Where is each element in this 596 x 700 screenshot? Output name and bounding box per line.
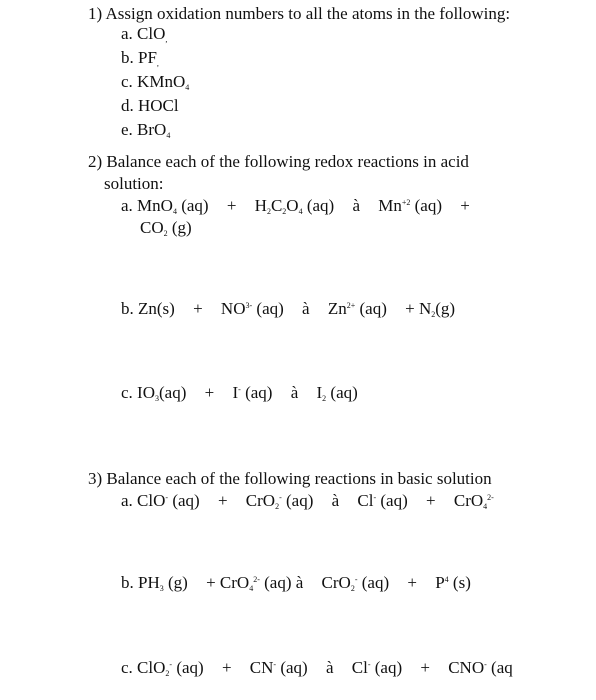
state: (aq) [361,573,390,592]
product-1: Mn [378,196,402,215]
state: (s) [452,573,471,592]
reactant-2: O [286,196,299,215]
reactant-1: ClO [137,491,166,510]
item-label: e. [121,120,133,139]
superscript: - [169,660,173,669]
product-2: CrO [453,491,484,510]
subscript: 2 [350,584,355,593]
q1-item-c [121,72,189,92]
subscript: 3 [159,584,164,593]
product-1: I [316,383,323,402]
reaction-arrow: à [331,491,340,510]
plus-sign: + [405,299,415,318]
superscript: 3- [245,301,253,310]
state: (aq) [181,196,209,215]
state: (aq) [245,383,273,402]
subscript: 3 [155,394,159,403]
plus-sign: + [407,573,417,592]
item-label: b. [121,48,134,67]
plus-sign: + [193,299,203,318]
q3-reaction-b [121,573,471,593]
reactant-1: MnO [137,196,173,215]
plus-sign: + [226,196,237,215]
reactant-1: PH [138,573,160,592]
product-2: P [435,573,445,592]
superscript: - [373,493,377,502]
product-1: CrO [321,573,351,592]
q2-reaction-b [121,299,455,319]
plus-sign: + [206,573,216,592]
state: (aq) [172,491,200,510]
reactant-1: IO [137,383,155,402]
reactant-1: ClO [137,658,166,677]
product-1: Cl [357,491,374,510]
question-1-heading: 1) Assign oxidation numbers to all the atoms in the following: [88,4,511,23]
product-1: Zn [327,299,347,318]
superscript: - [484,660,487,669]
q1-item-a [121,24,167,44]
q3-reaction-c [121,658,513,678]
reactant-2: I [232,383,239,402]
question-2-heading-cont: solution: [104,174,164,193]
subscript: 2 [322,394,327,403]
formula: ClO [137,24,166,43]
item-label: c. [121,658,133,677]
formula: BrO [137,120,167,139]
q2-reaction-c [121,383,358,403]
superscript: 2- [487,493,494,502]
reactant-2: CN [249,658,274,677]
state: (aq) [176,658,204,677]
subscript: 2 [282,207,287,216]
state: (aq) [256,299,284,318]
product-2: N [418,299,432,318]
superscript: - [165,493,169,502]
reactant-2: CrO [219,573,250,592]
item-label: c. [121,72,133,91]
subscript: , [165,35,168,44]
state: (aq) [264,573,292,592]
q2-reaction-a [121,196,470,216]
reactant-1: Zn(s) [138,299,175,318]
reaction-arrow: à [302,299,310,318]
superscript: +2 [401,198,411,207]
state: (g) [171,218,192,237]
state: (aq) [374,658,403,677]
state: (aq) [280,658,308,677]
subscript: 4 [298,207,303,216]
formula: HOCl [138,96,179,115]
product-2: CNO [448,658,485,677]
q1-item-e [121,120,170,140]
plus-sign: + [420,658,430,677]
state: (aq) [330,383,358,402]
superscript: - [238,385,241,394]
formula: PF [138,48,157,67]
superscript: - [273,660,277,669]
state: (aq) [380,491,408,510]
subscript: 2 [275,502,280,511]
item-label: b. [121,299,134,318]
reaction-arrow: à [352,196,360,215]
superscript: 2- [253,575,260,584]
superscript: 2+ [346,301,356,310]
superscript: - [367,660,371,669]
question-2-heading: 2) Balance each of the following redox reactions in acid [88,152,469,171]
subscript: 4 [172,207,177,216]
plus-sign: + [460,196,470,215]
subscript: 4 [166,131,171,140]
plus-sign: + [217,491,228,510]
reactant-2: C [270,196,283,215]
formula: KMnO [137,72,186,91]
subscript: 2 [431,310,436,319]
item-label: a. [121,24,133,43]
q3-reaction-a [121,491,494,511]
item-label: b. [121,573,134,592]
product-1: Cl [351,658,368,677]
plus-sign: + [204,383,215,402]
subscript: 4 [483,502,488,511]
superscript: - [354,575,358,584]
superscript: - [279,493,282,502]
state: (aq [491,658,513,677]
state: (aq) [306,196,335,215]
subscript: 4 [249,584,254,593]
reactant-2: NO [220,299,246,318]
item-label: a. [121,196,133,215]
subscript: 2 [165,669,170,678]
subscript: 2 [266,207,271,216]
plus-sign: + [426,491,436,510]
question-3-heading: 3) Balance each of the following reactions in basic solution [88,469,492,488]
state: (g) [435,299,456,318]
state: (aq) [285,491,314,510]
state: (aq) [414,196,443,215]
subscript: 2 [163,229,168,238]
reaction-arrow: à [325,658,334,677]
reaction-arrow: à [295,573,304,592]
superscript: 4 [444,575,449,584]
state: (aq) [359,299,387,318]
item-label: a. [121,491,133,510]
state: (aq) [159,383,187,402]
state: (g) [167,573,188,592]
plus-sign: + [221,658,232,677]
subscript: 4 [185,83,190,92]
q1-item-d [121,96,179,116]
reactant-2: H [254,196,267,215]
reaction-arrow: à [290,383,299,402]
item-label: c. [121,383,133,402]
product-2: CO [140,218,164,237]
q1-item-b [121,48,159,68]
item-label: d. [121,96,134,115]
q2-reaction-a-cont [140,218,192,238]
reactant-2: CrO [245,491,276,510]
subscript: , [156,59,159,68]
